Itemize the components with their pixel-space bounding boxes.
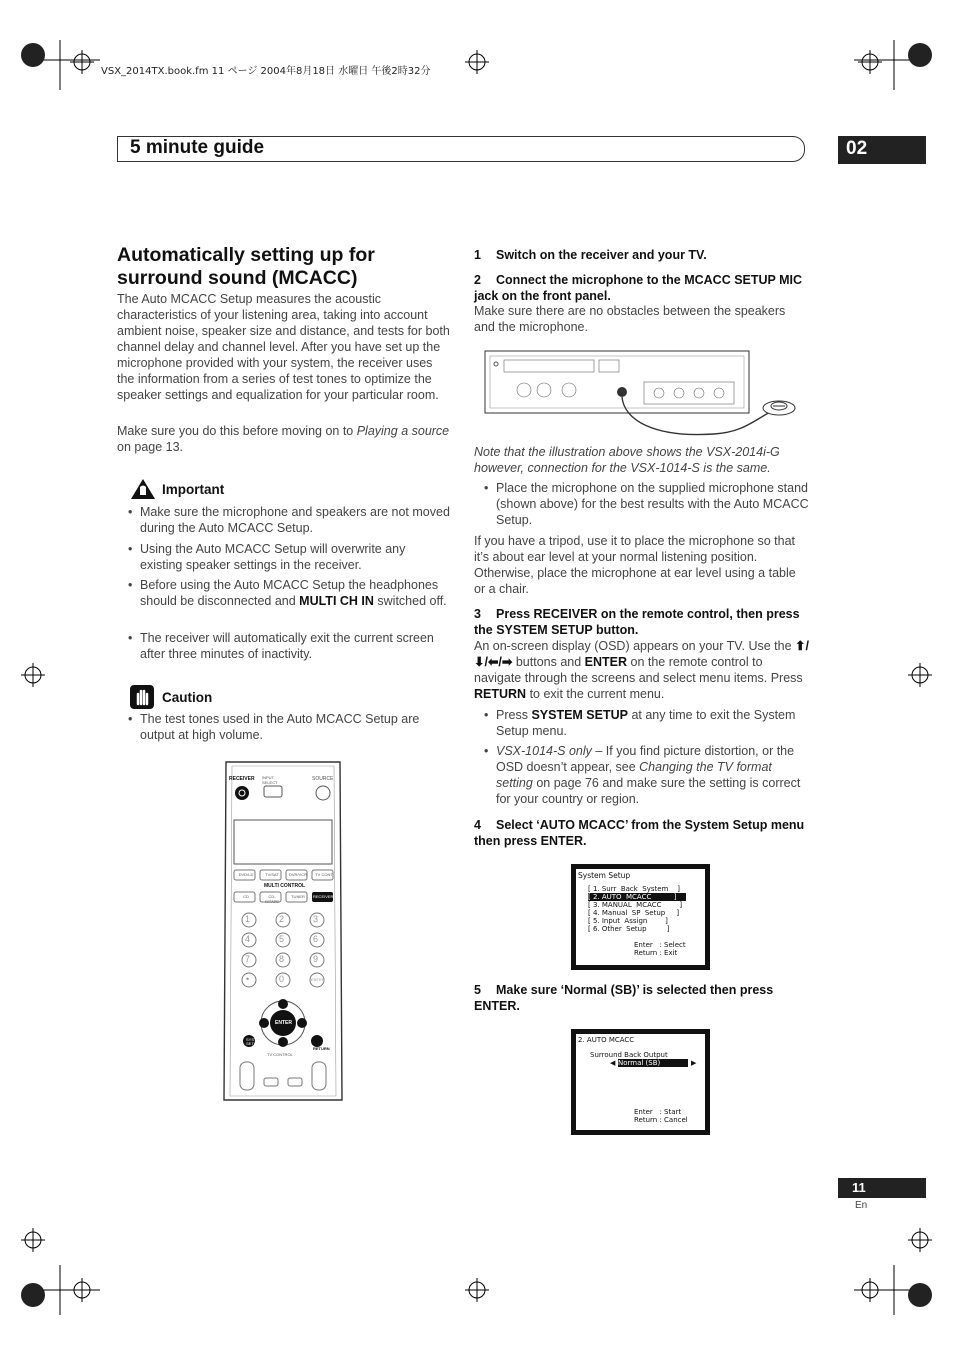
- remote-digit-2[interactable]: 2: [279, 914, 285, 924]
- bullet-ss-c: at any time to exit the System Setup menu.: [496, 708, 796, 738]
- osd2-selected-value: Normal (SB): [618, 1059, 688, 1067]
- remote-digit-6[interactable]: 6: [313, 934, 319, 944]
- bullet-mic-stand: • Place the microphone on the supplied microphone stand (shown above) for the best results with the Auto MCACC Setup.: [496, 480, 811, 528]
- warning-icon: [130, 478, 156, 500]
- step-4: [474, 817, 814, 849]
- remote-digit-3[interactable]: 3: [313, 914, 319, 924]
- important-notice: [130, 478, 224, 500]
- remote-enter-button[interactable]: ENTER: [275, 1020, 292, 1026]
- important-item-3: [140, 577, 455, 609]
- remote-dot-button[interactable]: •: [246, 974, 250, 984]
- before-suffix: on page 13.: [117, 440, 184, 454]
- bullet-vsx-d: on page 76 and make sure the setting is correct for your country or region.: [496, 776, 801, 806]
- remote-digit-5[interactable]: 5: [279, 934, 285, 944]
- remote-multi-control-label: MULTI CONTROL: [264, 883, 306, 889]
- step-5-text: Make sure ‘Normal (SB)’ is selected then press ENTER.: [474, 983, 774, 1013]
- item3-text-a: Before using the Auto MCACC Setup the headphones should be disconnected and: [140, 578, 439, 608]
- osd2-label: Surround Back Output: [590, 1051, 668, 1059]
- remote-tvcont-button[interactable]: TV CONT: [315, 872, 333, 877]
- receiver-microphone-illustration: [484, 350, 799, 442]
- bullet-vsx-model: VSX-1014-S only: [496, 744, 592, 758]
- osd1-title: System Setup: [578, 871, 631, 880]
- remote-source-label: SOURCE: [312, 776, 334, 782]
- section-heading: [117, 244, 375, 290]
- remote-return-label: RETURN: [313, 1046, 330, 1051]
- step-3-body: [474, 638, 809, 702]
- heading-line-1: Automatically setting up for: [117, 244, 375, 266]
- before-prefix: Make sure you do this before moving on to: [117, 424, 357, 438]
- osd2-footer-enter: Enter : Start: [634, 1108, 682, 1116]
- remote-tvsat-button[interactable]: TV/SAT: [265, 872, 279, 877]
- hand-stop-icon: [130, 685, 156, 709]
- step-3: [474, 606, 814, 638]
- osd1-item-2-selected: [ 2. AUTO MCACC ]: [588, 893, 686, 901]
- remote-tuner-button[interactable]: TUNER: [291, 894, 305, 899]
- osd2-title: 2. AUTO MCACC: [578, 1036, 635, 1044]
- important-item-2: • Using the Auto MCACC Setup will overwrite any existing speaker settings in the receiver.: [140, 541, 450, 573]
- osd-auto-mcacc: [571, 1029, 710, 1135]
- remote-receiver-button[interactable]: RECEIVER: [313, 894, 334, 899]
- osd2-footer-return: Return : Cancel: [634, 1116, 688, 1124]
- step-4-number: 4: [474, 818, 481, 832]
- important-item-1: • Make sure the microphone and speakers are not moved during the Auto MCACC Setup.: [140, 504, 450, 536]
- step-2-text: Connect the microphone to the MCACC SETUP MIC jack on the front panel.: [474, 273, 803, 303]
- playing-source-link[interactable]: Playing a source: [356, 424, 450, 438]
- remote-digit-7[interactable]: 7: [245, 954, 251, 964]
- remote-enter-small[interactable]: ENTER: [311, 977, 325, 982]
- remote-cd-button[interactable]: CD: [243, 894, 249, 899]
- tv-format-link[interactable]: Changing the TV format setting: [496, 760, 772, 790]
- step-1-text: Switch on the receiver and your TV.: [496, 248, 707, 262]
- tripod-paragraph: If you have a tripod, use it to place the microphone so that it’s about ear level at your normal listening position. Otherwise, place the microphone at ear level using a table or a chair.: [474, 534, 796, 596]
- step-3-body-d: to exit the current menu.: [526, 687, 665, 701]
- chapter-number: 02: [838, 136, 926, 164]
- osd1-item-5: [ 5. Input Assign ]: [588, 917, 668, 925]
- step-5: [474, 982, 814, 1014]
- remote-digit-0[interactable]: 0: [279, 974, 285, 984]
- osd1-item-1: [ 1. Surr Back System ]: [588, 885, 681, 893]
- step-2-body: Make sure there are no obstacles between the speakers and the microphone.: [474, 304, 786, 334]
- bullet-ss-a: Press: [496, 708, 532, 722]
- remote-input-select-label: INPUT SELECT: [262, 775, 278, 785]
- osd1-item-3: [ 3. MANUAL MCACC ]: [588, 901, 683, 909]
- enter-keyword: ENTER: [584, 655, 628, 669]
- osd1-footer-enter: Enter : Select: [634, 941, 686, 949]
- page-number: 11: [838, 1178, 926, 1198]
- step-2: [474, 272, 814, 304]
- remote-digit-4[interactable]: 4: [245, 934, 251, 944]
- step-4-text: Select ‘AUTO MCACC’ from the System Setup menu then press ENTER.: [474, 818, 805, 848]
- remote-tv-control-label: TV CONTROL: [267, 1052, 293, 1057]
- step-3-body-a: An on-screen display (OSD) appears on your TV. Use the: [474, 639, 795, 653]
- bullet-system-setup: [496, 707, 811, 739]
- return-keyword: RETURN: [474, 687, 527, 701]
- step-3-body-c: on the remote control to navigate through the screens and select menu items. Press: [474, 655, 803, 685]
- caution-label: Caution: [162, 689, 213, 705]
- osd2-right-arrow: ▶: [691, 1059, 697, 1067]
- note-paragraph: Note that the illustration above shows the VSX-2014i-G however, connection for the VSX-1014-S is the same.: [474, 445, 780, 475]
- remote-digit-1[interactable]: 1: [245, 914, 251, 924]
- step-1: [474, 247, 814, 263]
- remote-control-illustration: [220, 760, 346, 1105]
- remote-digit-8[interactable]: 8: [279, 954, 285, 964]
- intro-paragraph: The Auto MCACC Setup measures the acoustic characteristics of your listening area, taking into account ambient noise, speaker size and distance, and tests for both channel delay and channel level. After you have set up the microphone provided with your system, the receiver uses the information from a series of test tones to optimize the speaker settings and equalization for your particular room.: [117, 292, 450, 402]
- osd1-item-6: [ 6. Other Setup ]: [588, 925, 670, 933]
- bullet-vsx-b: – If you find picture distortion, or the OSD doesn’t appear, see: [496, 744, 795, 774]
- item3-multi-ch-in: MULTI CH IN: [299, 594, 374, 608]
- page-language: En: [855, 1200, 868, 1211]
- caution-notice: [130, 685, 212, 709]
- remote-cdr-button[interactable]: CD-R/TAPE: [264, 894, 280, 904]
- step-2-number: 2: [474, 273, 481, 287]
- important-item-4: • The receiver will automatically exit the current screen after three minutes of inactivity.: [140, 630, 455, 662]
- page-title: 5 minute guide: [130, 137, 265, 158]
- file-header: VSX_2014TX.book.fm 11 ページ 2004年8月18日 水曜日 午後2時32分: [101, 66, 431, 77]
- step-3-text: Press RECEIVER on the remote control, then press the SYSTEM SETUP button.: [474, 607, 800, 637]
- osd1-footer-return: Return : Exit: [634, 949, 678, 957]
- heading-line-2: surround sound (MCACC): [117, 267, 358, 289]
- step-3-body-b: buttons and: [512, 655, 585, 669]
- bullet-ss-keyword: SYSTEM SETUP: [531, 708, 628, 722]
- remote-dvr-button[interactable]: DVR/VCR: [288, 872, 307, 877]
- osd1-item-4: [ 4. Manual SP Setup ]: [588, 909, 680, 917]
- item3-text-c: switched off.: [373, 594, 447, 608]
- remote-digit-9[interactable]: 9: [313, 954, 319, 964]
- before-paragraph: [117, 423, 450, 455]
- caution-item: • The test tones used in the Auto MCACC Setup are output at high volume.: [140, 711, 450, 743]
- step-5-number: 5: [474, 983, 481, 997]
- remote-receiver-label: RECEIVER: [229, 776, 255, 782]
- arrow-buttons-glyphs: ⬆/⬇/⬅/➡: [474, 639, 809, 669]
- remote-dvd-button[interactable]: DVD/LD: [238, 872, 254, 877]
- step-1-number: 1: [474, 248, 481, 262]
- bullet-vsx: [496, 743, 811, 807]
- remote-system-setup-button[interactable]: SYSTEM SETUP: [246, 1037, 263, 1046]
- osd2-left-arrow: ◀: [610, 1059, 616, 1067]
- step-3-number: 3: [474, 607, 481, 621]
- osd-system-setup: [571, 864, 710, 970]
- important-label: Important: [162, 481, 225, 497]
